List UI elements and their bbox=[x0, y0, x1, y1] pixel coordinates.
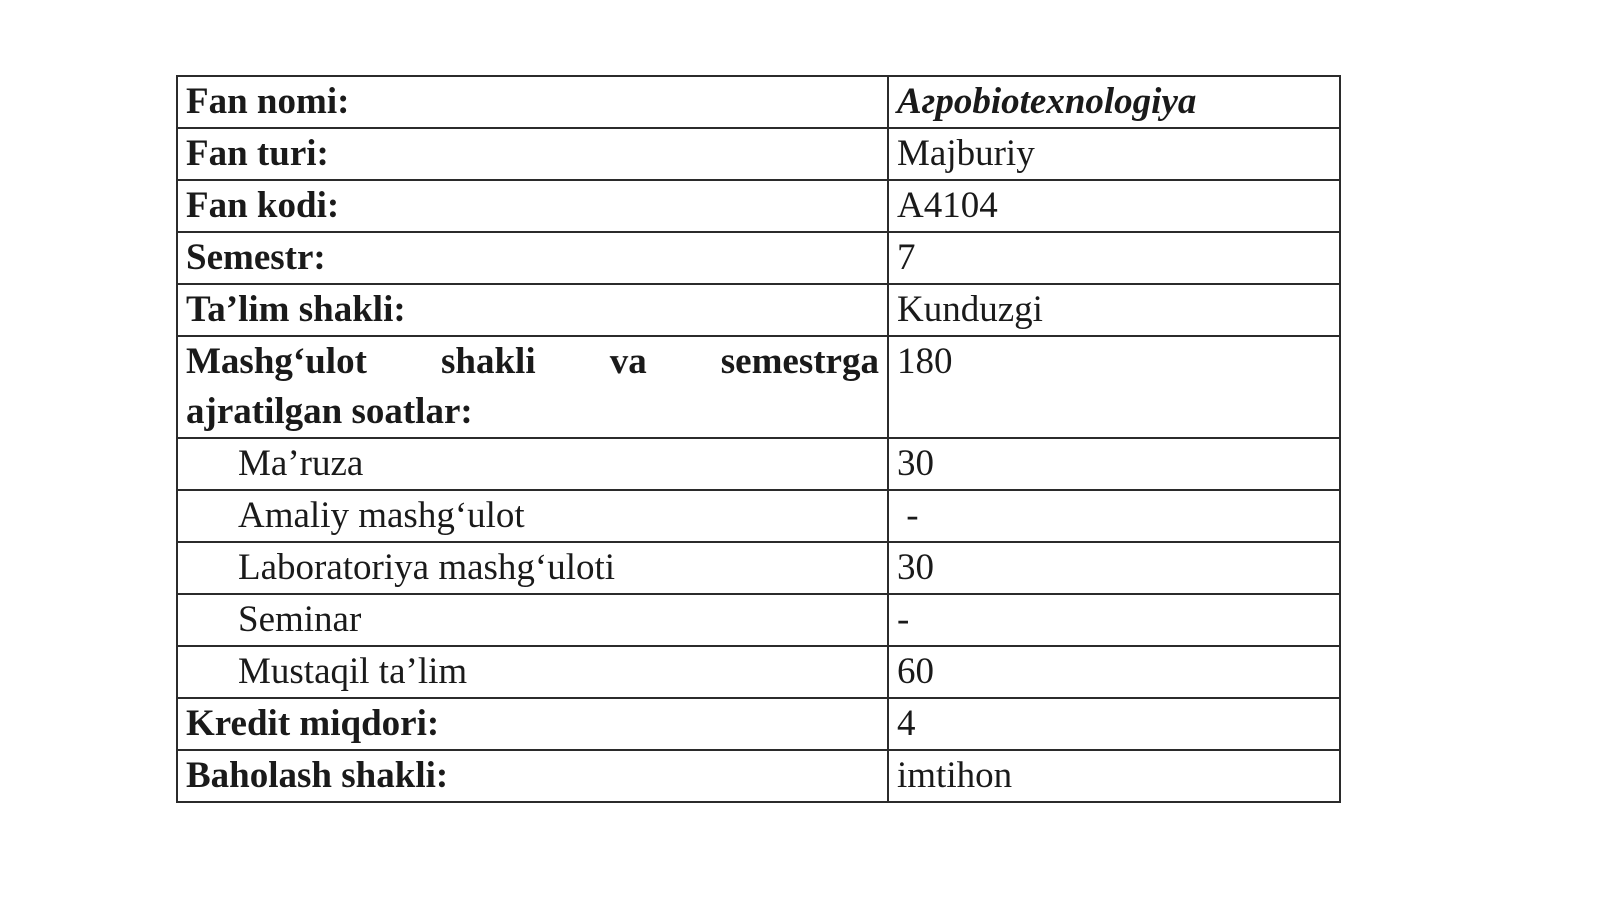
row-label-semestr: Semestr: bbox=[177, 232, 888, 284]
table-row bbox=[177, 284, 1340, 336]
row-label-soatlar bbox=[177, 336, 888, 438]
table-row bbox=[177, 180, 1340, 232]
row-value-amaliy: - bbox=[888, 490, 1340, 542]
row-value-seminar: - bbox=[888, 594, 1340, 646]
table-row bbox=[177, 128, 1340, 180]
row-label-soatlar-line2: ajratilgan soatlar: bbox=[186, 391, 473, 432]
row-value-soatlar: 180 bbox=[888, 336, 1340, 438]
table-row bbox=[177, 336, 1340, 438]
row-value-laboratoriya: 30 bbox=[888, 542, 1340, 594]
row-value-maruza: 30 bbox=[888, 438, 1340, 490]
row-label-kredit: Kredit miqdori: bbox=[177, 698, 888, 750]
course-info-table bbox=[176, 75, 1341, 803]
row-label-amaliy: Amaliy mashg‘ulot bbox=[177, 490, 888, 542]
label-word: va bbox=[609, 341, 647, 382]
row-label-baholash: Baholash shakli: bbox=[177, 750, 888, 802]
table-row bbox=[177, 438, 1340, 490]
row-value-fan-nomi: Aгpobiotexnologiya bbox=[888, 76, 1340, 128]
label-word: Mashg‘ulot bbox=[186, 341, 367, 382]
row-value-fan-kodi: A4104 bbox=[888, 180, 1340, 232]
row-label-talim-shakli: Ta’lim shakli: bbox=[177, 284, 888, 336]
row-value-talim-shakli: Kunduzgi bbox=[888, 284, 1340, 336]
label-word: semestrga bbox=[720, 341, 879, 382]
row-value-kredit: 4 bbox=[888, 698, 1340, 750]
table-row bbox=[177, 594, 1340, 646]
row-label-mustaqil: Mustaqil ta’lim bbox=[177, 646, 888, 698]
row-label-fan-turi: Fan turi: bbox=[177, 128, 888, 180]
row-label-laboratoriya: Laboratoriya mashg‘uloti bbox=[177, 542, 888, 594]
label-word: shakli bbox=[440, 341, 536, 382]
row-label-soatlar-line1 bbox=[186, 337, 879, 387]
row-value-semestr: 7 bbox=[888, 232, 1340, 284]
table-row bbox=[177, 490, 1340, 542]
row-value-mustaqil: 60 bbox=[888, 646, 1340, 698]
row-value-fan-turi: Majburiy bbox=[888, 128, 1340, 180]
row-label-fan-kodi: Fan kodi: bbox=[177, 180, 888, 232]
row-label-seminar: Seminar bbox=[177, 594, 888, 646]
table-row bbox=[177, 646, 1340, 698]
table-row bbox=[177, 750, 1340, 802]
table-row bbox=[177, 76, 1340, 128]
table-row bbox=[177, 542, 1340, 594]
row-label-maruza: Ma’ruza bbox=[177, 438, 888, 490]
table-row bbox=[177, 698, 1340, 750]
table-row bbox=[177, 232, 1340, 284]
row-value-baholash: imtihon bbox=[888, 750, 1340, 802]
row-label-fan-nomi: Fan nomi: bbox=[177, 76, 888, 128]
